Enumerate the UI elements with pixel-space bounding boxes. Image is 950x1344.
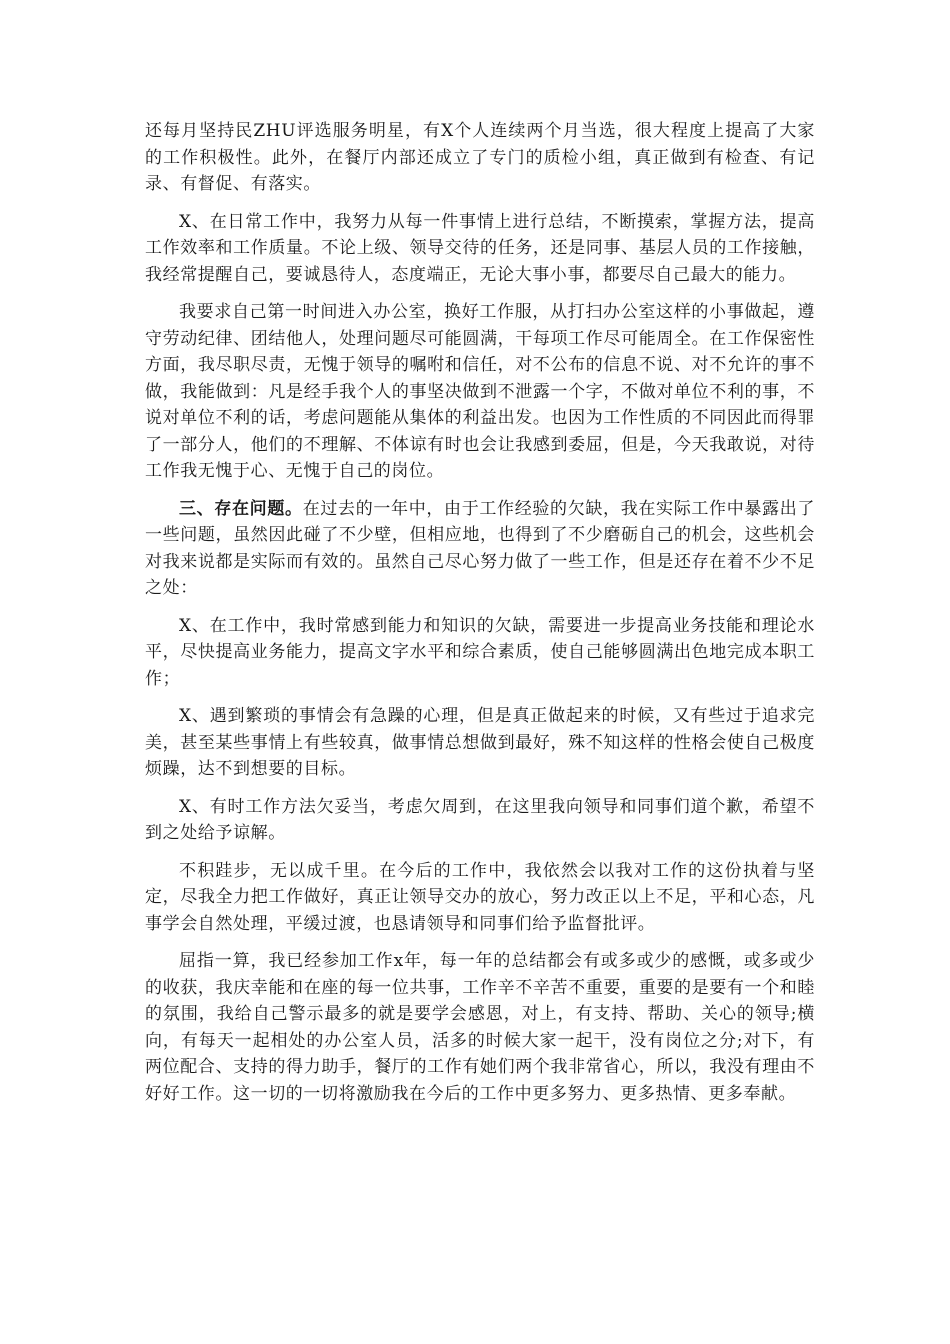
paragraph-problem-3: X、有时工作方法欠妥当，考虑欠周到，在这里我向领导和同事们道个歉，希望不到之处给予谅解。 xyxy=(145,796,815,843)
paragraph-daily-work: X、在日常工作中，我努力从每一件事情上进行总结，不断摸索，掌握方法，提高工作效率和工作质量。不论上级、领导交待的任务，还是同事、基层人员的工作接触，我经常提醒自己，要诚恳待人，态度端正，无论大事小事，都要尽自己最大的能力。 xyxy=(145,211,815,285)
paragraph-future-work: 不积跬步，无以成千里。在今后的工作中，我依然会以我对工作的这份执着与坚定，尽我全力把工作做好，真正让领导交办的放心，努力改正以上不足，平和心态，凡事学会自然处理，平缓过渡，也恳请领导和同事们给予监督批评。 xyxy=(145,860,815,934)
paragraph-problem-2: X、遇到繁琐的事情会有急躁的心理，但是真正做起来的时候，又有些过于追求完美，甚至某些事情上有些较真，做事情总想做到最好，殊不知这样的性格会使自己极度烦躁，达不到想要的目标。 xyxy=(145,706,815,779)
section-heading-problems: 三、存在问题。 xyxy=(179,498,303,519)
paragraph-existing-problems xyxy=(145,496,815,602)
paragraph-continuation: 还每月坚持民ZHU评选服务明星，有X个人连续两个月当选，很大程度上提高了大家的工作积极性。此外，在餐厅内部还成立了专门的质检小组，真正做到有检查、有记录、有督促、有落实。 xyxy=(145,121,815,194)
paragraph-problem-1: X、在工作中，我时常感到能力和知识的欠缺，需要进一步提高业务技能和理论水平，尽快提高业务能力，提高文字水平和综合素质，使自己能够圆满出色地完成本职工作； xyxy=(145,615,815,689)
paragraph-conclusion: 屈指一算，我已经参加工作x年，每一年的总结都会有或多或少的感慨，或多或少的收获，我庆幸能和在座的每一位共事，工作辛不辛苦不重要，重要的是要有一个和睦的氛围，我给自己警示最多的就是要学会感恩，对上，有支持、帮助、关心的领导;横向，有每天一起相处的办公室人员，活多的时候大家一起干，没有岗位之分;对下，有两位配合、支持的得力助手，餐厅的工作有她们两个我非常省心，所以，我没有理由不好好工作。这一切的一切将激励我在今后的工作中更多努力、更多热情、更多奉献。 xyxy=(145,951,815,1104)
paragraph-problems-text: 在过去的一年中，由于工作经验的欠缺，我在实际工作中暴露出了一些问题，虽然因此碰了不少壁，但相应地，也得到了不少磨砺自己的机会，这些机会对我来说都是实际而有效的。虽然自己尽心努力做了一些工作，但是还存在着不少不足之处： xyxy=(145,498,815,598)
document-body xyxy=(145,118,815,1118)
paragraph-self-requirements: 我要求自己第一时间进入办公室，换好工作服，从打扫办公室这样的小事做起，遵守劳动纪律、团结他人，处理问题尽可能圆满，干每项工作尽可能周全。在工作保密性方面，我尽职尽责，无愧于领导的嘱咐和信任，对不公布的信息不说、对不允许的事不做，我能做到：凡是经手我个人的事坚决做到不泄露一个字，不做对单位不利的事，不说对单位不利的话，考虑问题能从集体的利益出发。也因为工作性质的不同因此而得罪了一部分人，他们的不理解、不体谅有时也会让我感到委屈，但是，今天我敢说，对待工作我无愧于心、无愧于自己的岗位。 xyxy=(145,302,815,481)
